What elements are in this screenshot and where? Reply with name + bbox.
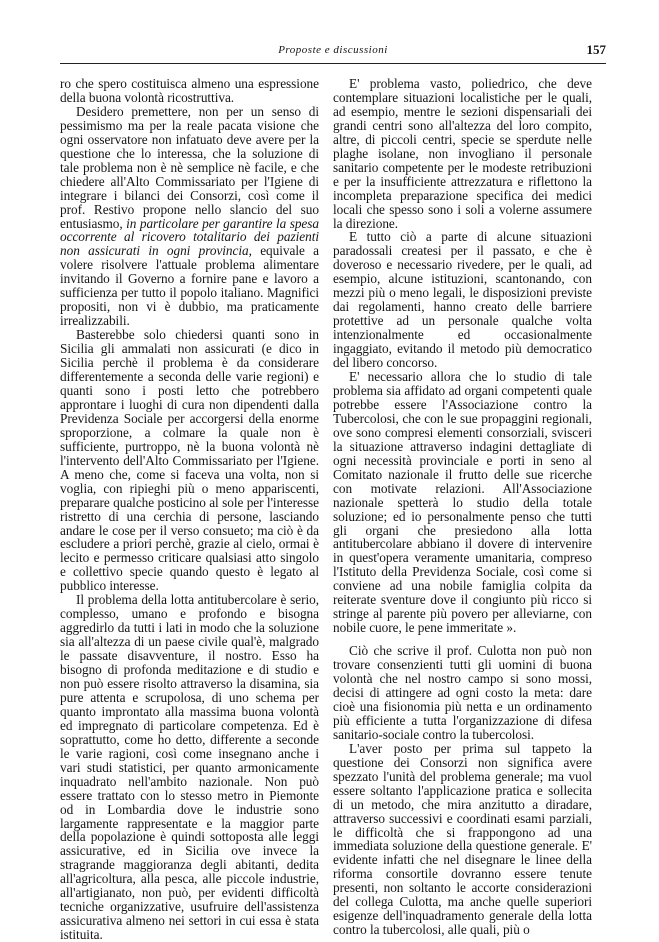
page-number: 157 [586,42,606,57]
page-header [60,40,606,64]
paragraph: L'aver posto per prima sul tappeto la questione dei Consorzi non significa avere spezzato l'unità del problema generale; ma vuol essere soltanto l'applicazione pratica e sollecita di un metodo, che mira anzitutto a diradare, attraverso successivi e coordinati esami parziali, le difficoltà che si frappongono ad una immediata soluzione della questione generale. E' evidente infatti che nel disegnare le linee della riforma consortile dovranno essere tenute presenti, non soltanto le accorte considerazioni del collega Culotta, ma anche quelle superiori esigenze dell'inquadramento generale della lotta contro la tubercolosi, alle quali, più o [333,740,592,938]
paragraph: Il problema della lotta antitubercolare è serio, complesso, umano e profondo e bisogna aggredirlo da tutti i lati in modo che la soluzione sia all'altezza di un paese civile qual'è, malgrado le passate disavventure, il nostro. Esso ha bisogno di profonda meditazione e di studio e non può essere risolto attraverso la disamina, sia pure attenta e scrupolosa, di uno schema per quanto improntato alla massima buona volontà ed impregnato di particolare competenza. Ed è soprattutto, come ho detto, differente a seconde le varie ragioni, così come insegnano anche i vari studi statistici, per quanto armonicamente inquadrato nell'ambito nazionale. Non può essere trattato con lo stesso metro in Piemonte od in Lombardia dove le industrie sono largamente rappresentate e la maggior parte della popolazione è quindi sottoposta alle leggi assicurative, ed in Sicilia ove invece la stragrande maggioranza degli abitanti, dedita all'agricoltura, alla pesca, alle piccole industrie, all'artigianato, non può, per evidenti difficoltà tecniche organizzative, usufruire dell'assistenza assicurativa almeno nei settori in cui essa è stata istituita. [60,592,319,942]
paragraph: E' necessario allora che lo studio di tale problema sia affidato ad organi competenti quale potrebbe essere l'Associazione contro la Tubercolosi, che con le sue propaggini regionali, ove sono compresi elementi consorziali, svisceri la situazione attraverso indagini dettagliate di ogni necessità provinciale e porti in seno al Comitato nazionale il frutto delle sue ricerche con motivate relazioni. All'Associazione nazionale spetterà lo studio della totale soluzione; ed io personalmente penso che tutti gli organi che presiedono alla lotta antitubercolare abbiano il dovere di intervenire in quest'opera veramente umanitaria, compreso l'Istituto della Previdenza Sociale, così come si conviene ad una nobile famiglia colpita da reiterate sventure dove il congiunto più ricco si stringe al parente più povero per alleviarne, con nobile cuore, le pene immeritate ». [333,369,592,636]
paragraph [60,105,319,328]
left-column [60,77,319,942]
paragraph: ro che spero costituisca almeno una espressione della buona volontà ricostruttiva. [60,76,319,105]
paragraph: E' problema vasto, poliedrico, che deve contemplare situazioni localistiche per le quali, ad esempio, mentre le sezioni dispensariali dei grandi centri sono all'altezza del loro compito, altre, di piccoli centri, specie se sperdute nelle plaghe isolane, non invogliano il personale sanitario competente per le modeste retribuzioni e per la insufficiente attrezzatura e riflettono la incompleta preparazione specifica dei medici locali che spesso sono i soli a volerne assumere la direzione. [333,76,592,231]
paragraph: Basterebbe solo chiedersi quanti sono in Sicilia gli ammalati non assicurati (e dico in Sicilia perchè il problema è da considerare differentemente a seconda delle varie regioni) e quanti sono i posti letto che potrebbero approntare i luoghi di cura non dipendenti dalla Previdenza Sociale per accorgersi della enorme sproporzione, a colmare la quale non è sufficiente, purtroppo, nè la buona volontà nè l'intervento dell'Alto Commissariato per l'Igiene. A meno che, come si faceva una volta, non si voglia, con ripieghi più o meno appariscenti, preparare qualche posticino al sole per l'interesse ristretto di una cerchia di persone, lasciando andare le cose per il verso consueto; ma ciò è da escludere a priori perchè, grazie al cielo, ormai è lecito e permesso criticare qualsiasi atto singolo e collettivo specie quando questo è legato al pubblico interesse. [60,327,319,594]
paragraph-text: , equivale a volere risolvere l'attuale problema alimentare invitando il Governo a fornire pane e lavoro a sufficienza per tutto il popolo italiano. Magnifici propositi, non vi è dubbio, ma praticamente irrealizzabili. [60,243,319,329]
paragraph: E tutto ciò a parte di alcune situazioni paradossali createsi per il passato, e che è doveroso e necessario rivedere, per le quali, ad esempio, alcune istituzioni, scantonando, con mezzi più o meno legali, le disposizioni previste dai regolamenti, hanno creato delle barriere protettive ad un personale qualche volta intenzionalmente ed occasionalmente ingaggiato, evitando il metodo più democratico del libero concorso. [333,229,592,371]
running-title: Proposte e discussioni [278,44,388,56]
right-column [333,77,592,937]
header-rule [60,63,606,64]
italic-quote: in particolare per garantire la spesa occorrente al ricovero totalitario dei pazienti non assicurati in ogni provincia [60,215,319,259]
paragraph-text: Desidero premettere, non per un senso di pessimismo ma per la reale pacata visione che ogni osservatore non infatuato deve avere per la questione che lo interessa, che la soluzione di tale problema non è nè semplice nè facile, e che chiedere all'Alto Commissariato per l'Igiene di integrare i bilanci dei Consorzi, così come il prof. Restivo propone nello slancio del suo entusiasmo, [60,103,319,231]
paragraph: Ciò che scrive il prof. Culotta non può non trovare consenzienti tutti gli uomini di buona volontà che nel nostro campo si sono mossi, decisi di attingere ad ogni costo la meta: dare cioè una fisionomia più netta e un ordinamento più efficiente a tutta l'organizzazione di difesa sanitario-sociale contro la tubercolosi. [333,643,592,742]
